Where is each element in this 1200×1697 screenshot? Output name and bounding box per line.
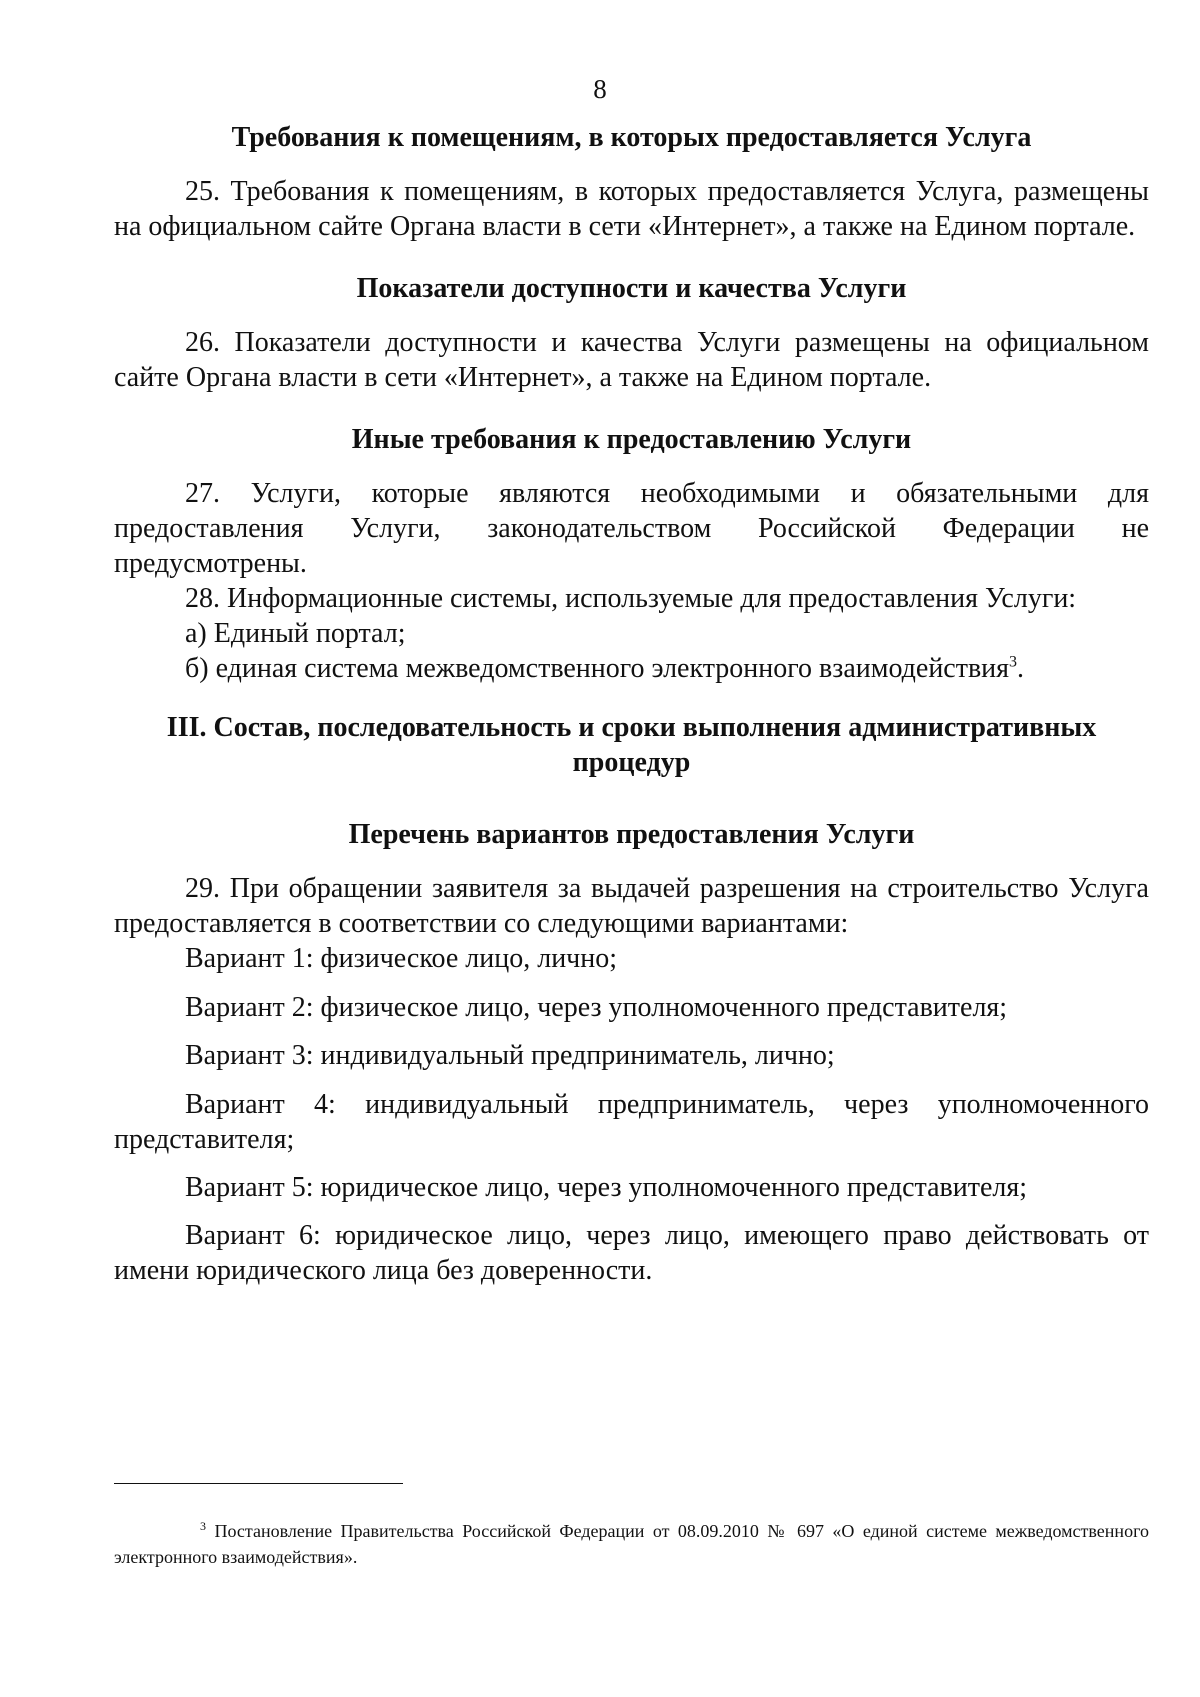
variant-5: Вариант 5: юридическое лицо, через уполномоченного представителя; xyxy=(185,1172,1028,1203)
footnote-number: 3 xyxy=(200,1519,206,1533)
variant-6: Вариант 6: юридическое лицо, через лицо, имеющего право действовать от имени юридического лица без доверенности. xyxy=(114,1220,1149,1286)
heading-variants-list: Перечень вариантов предоставления Услуги xyxy=(348,819,915,850)
heading-other-requirements: Иные требования к предоставлению Услуги xyxy=(351,424,912,455)
heading-section-iii xyxy=(114,710,1149,780)
footnote-separator xyxy=(114,1483,403,1484)
paragraph-29: 29. При обращении заявителя за выдачей разрешения на строительство Услуга предоставляется в соответствии со следующими вариантами: xyxy=(114,873,1149,939)
paragraph-26: 26. Показатели доступности и качества Услуги размещены на официальном сайте Органа власти в сети «Интернет», а также на Едином портале. xyxy=(114,327,1149,393)
heading-section-iii-line1: III. Состав, последовательность и сроки выполнения административных xyxy=(166,712,1097,743)
paragraph-28a: а) Единый портал; xyxy=(185,618,406,649)
variant-4: Вариант 4: индивидуальный предприниматель, через уполномоченного представителя; xyxy=(114,1089,1149,1155)
paragraph-28b-end: . xyxy=(1017,653,1025,684)
paragraph-28b xyxy=(114,651,1149,686)
variant-1: Вариант 1: физическое лицо, лично; xyxy=(185,943,618,974)
heading-accessibility-indicators: Показатели доступности и качества Услуги xyxy=(356,273,907,304)
paragraph-28: 28. Информационные системы, используемые для предоставления Услуги: xyxy=(185,583,1077,614)
footnote-text: Постановление Правительства Российской Федерации от 08.09.2010 № 697 «О единой системе межведомственного электронного взаимодействия». xyxy=(114,1521,1149,1567)
page-number: 8 xyxy=(593,74,607,104)
variant-3: Вариант 3: индивидуальный предприниматель, лично; xyxy=(185,1040,835,1071)
heading-premises-requirements: Требования к помещениям, в которых предоставляется Услуга xyxy=(231,122,1032,153)
footnote xyxy=(114,1518,1149,1570)
paragraph-28b-text: б) единая система межведомственного электронного взаимодействия xyxy=(185,653,1010,684)
paragraph-27: 27. Услуги, которые являются необходимыми и обязательными для предоставления Услуги, законодательством Российской Федерации не предусмотрены. xyxy=(114,478,1149,579)
heading-section-iii-line2: процедур xyxy=(572,747,691,778)
variant-2: Вариант 2: физическое лицо, через уполномоченного представителя; xyxy=(185,992,1008,1023)
paragraph-25: 25. Требования к помещениям, в которых предоставляется Услуга, размещены на официальном сайте Органа власти в сети «Интернет», а также на Едином портале. xyxy=(114,176,1149,242)
footnote-reference: 3 xyxy=(1009,653,1018,671)
